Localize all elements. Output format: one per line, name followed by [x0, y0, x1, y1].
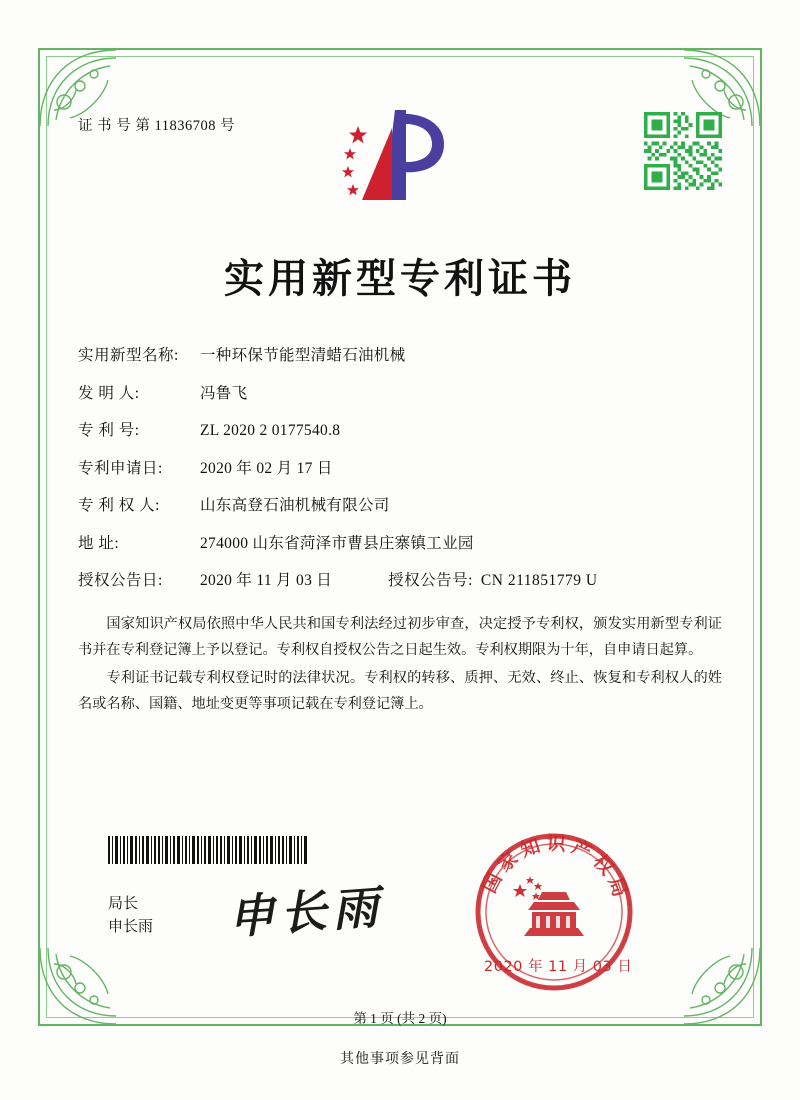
svg-text:国家知识产权局: 国家知识产权局: [478, 832, 633, 905]
legal-paragraph-2: 专利证书记载专利权登记时的法律状况。专利权的转移、质押、无效、终止、恢复和专利权人的姓名或名称、国籍、地址变更等事项记载在专利登记簿上。: [78, 670, 722, 713]
field-row-patentee: [78, 498, 722, 514]
signature-role-label: 局长: [108, 896, 139, 912]
field-value-address: 274000 山东省菏泽市曹县庄寨镇工业园: [200, 534, 474, 552]
field-label-inventor-text: 发 明 人:: [78, 384, 140, 402]
field-list: [78, 348, 722, 589]
field-label-utility-model-name: 实用新型名称:: [78, 347, 179, 364]
barcode: [108, 836, 308, 864]
field-row-patent-number: [78, 423, 722, 439]
page-title: 实用新型专利证书: [224, 256, 576, 302]
certificate-content: [78, 96, 722, 720]
field-label-patent-number-text: 专 利 号:: [78, 422, 140, 439]
seal-date: 2020 年 11 月 03 日: [484, 959, 633, 975]
field-value-utility-model-name: 一种环保节能型清蜡石油机械: [200, 347, 406, 364]
field-value-grant-date: 2020 年 11 月 03 日: [200, 572, 333, 589]
field-label-address-text: 地 址:: [78, 534, 120, 552]
signature-name-label: 申长雨: [108, 919, 154, 936]
field-row-name: [78, 348, 722, 364]
field-label-grant-number-group: [388, 573, 597, 589]
certificate-number: 证 书 号 第 11836708 号: [78, 118, 236, 134]
field-value-patentee: 山东高登石油机械有限公司: [200, 497, 390, 514]
field-label-grant-date: 授权公告日:: [78, 572, 163, 589]
page-number: 第 1 页 (共 2 页): [353, 1011, 447, 1026]
signature-block: [108, 893, 153, 940]
legal-paragraph-1: 国家知识产权局依照中华人民共和国专利法经过初步审查，决定授予专利权，颁发实用新型专利证书并在专利登记簿上予以登记。专利权自授权公告之日起生效。专利权期限为十年，自申请日起算。: [78, 615, 722, 658]
field-label-inventor: [78, 386, 200, 402]
field-value-patent-number: ZL 2020 2 0177540.8: [200, 422, 341, 439]
field-value-application-date: 2020 年 02 月 17 日: [200, 459, 333, 477]
field-label-address: [78, 536, 200, 552]
field-label-grant-number: 授权公告号:: [388, 572, 473, 589]
field-value-grant-number: CN 211851779 U: [480, 572, 598, 589]
field-row-application-date: [78, 461, 722, 477]
legal-text-block: [78, 611, 722, 718]
field-row-grant-announcement: [78, 573, 722, 589]
field-row-address: [78, 536, 722, 552]
footer-note: 其他事项参见背面: [340, 1052, 460, 1067]
field-label-application-date: 专利申请日:: [78, 459, 163, 477]
field-value-inventor: 冯鲁飞: [200, 384, 248, 402]
handwritten-signature: 申长雨: [226, 879, 386, 945]
field-row-inventor: [78, 386, 722, 402]
field-label-patentee: 专 利 权 人:: [78, 497, 160, 514]
field-label-patent-number: [78, 423, 200, 439]
